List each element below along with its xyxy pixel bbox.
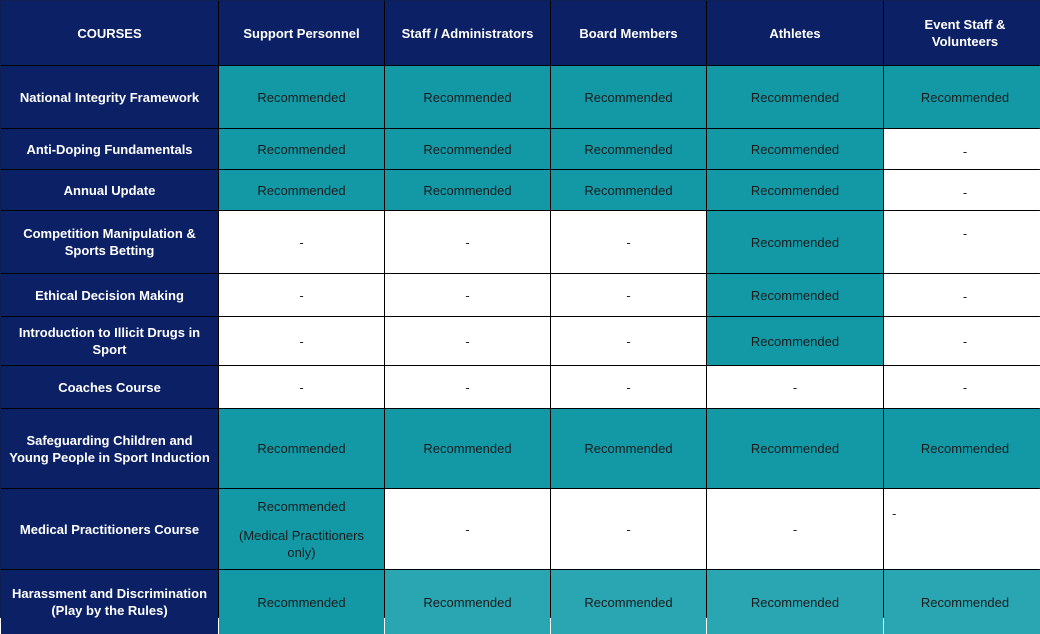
table-cell: Recommended: [551, 66, 706, 128]
table-cell: -: [385, 274, 550, 316]
table-cell: Recommended: [385, 66, 550, 128]
course-label: Anti-Doping Fundamentals: [1, 129, 218, 169]
course-label: Ethical Decision Making: [1, 274, 218, 316]
table-cell: Recommended: [707, 129, 883, 169]
table-cell: -: [707, 489, 883, 569]
header-support-personnel: Support Personnel: [219, 1, 384, 65]
table-cell: -: [385, 366, 550, 408]
table-cell: -: [884, 317, 1040, 365]
table-cell: Recommended: [884, 409, 1040, 488]
table-cell: Recommended: [707, 170, 883, 210]
table-cell: Recommended: [219, 170, 384, 210]
table-cell: Recommended: [551, 570, 706, 634]
course-label: Coaches Course: [1, 366, 218, 408]
table-cell: [219, 489, 384, 569]
header-event-staff-volunteers: Event Staff & Volunteers: [884, 1, 1040, 65]
table-cell: Recommended: [219, 129, 384, 169]
cell-value: Recommended: [257, 498, 346, 514]
table-cell: -: [385, 489, 550, 569]
table-cell: Recommended: [884, 66, 1040, 128]
table-cell: -: [551, 366, 706, 408]
table-cell: Recommended: [551, 129, 706, 169]
table-cell: -: [219, 366, 384, 408]
table-cell: Recommended: [385, 409, 550, 488]
table-cell: Recommended: [707, 211, 883, 273]
table-cell: -: [385, 211, 550, 273]
table-cell: Recommended: [219, 66, 384, 128]
table-cell: -: [884, 274, 1040, 316]
table-cell: Recommended: [707, 66, 883, 128]
course-label: National Integrity Framework: [1, 66, 218, 128]
course-label: Medical Practitioners Course: [1, 489, 218, 569]
course-label: Safeguarding Children and Young People in Sport Induction: [1, 409, 218, 488]
table-cell: -: [884, 211, 1040, 273]
table-cell: -: [707, 366, 883, 408]
header-athletes: Athletes: [707, 1, 883, 65]
table-cell: Recommended: [707, 570, 883, 634]
table-cell: -: [551, 489, 706, 569]
table-cell: Recommended: [385, 170, 550, 210]
header-staff-administrators: Staff / Administrators: [385, 1, 550, 65]
table-cell: -: [551, 317, 706, 365]
table-cell: Recommended: [219, 409, 384, 488]
table-cell: -: [884, 489, 1040, 569]
table-cell: Recommended: [551, 170, 706, 210]
table-cell: -: [884, 366, 1040, 408]
course-label: Introduction to Illicit Drugs in Sport: [1, 317, 218, 365]
header-courses: COURSES: [1, 1, 218, 65]
table-cell: -: [385, 317, 550, 365]
table-cell: Recommended: [707, 317, 883, 365]
table-cell: -: [551, 274, 706, 316]
course-label: Competition Manipulation & Sports Betting: [1, 211, 218, 273]
course-label: Harassment and Discrimination (Play by the Rules): [1, 570, 218, 634]
course-label: Annual Update: [1, 170, 218, 210]
table-cell: Recommended: [551, 409, 706, 488]
table-cell: Recommended: [385, 570, 550, 634]
header-board-members: Board Members: [551, 1, 706, 65]
table-cell: -: [884, 170, 1040, 210]
table-cell: Recommended: [385, 129, 550, 169]
table-cell: -: [219, 211, 384, 273]
table-cell: -: [219, 274, 384, 316]
table-cell: -: [219, 317, 384, 365]
table-cell: Recommended: [884, 570, 1040, 634]
table-cell: Recommended: [707, 274, 883, 316]
table-cell: -: [884, 129, 1040, 169]
cell-note: (Medical Practitioners only): [239, 527, 364, 560]
table-cell: Recommended: [219, 570, 384, 634]
table-cell: -: [551, 211, 706, 273]
table-cell: Recommended: [707, 409, 883, 488]
